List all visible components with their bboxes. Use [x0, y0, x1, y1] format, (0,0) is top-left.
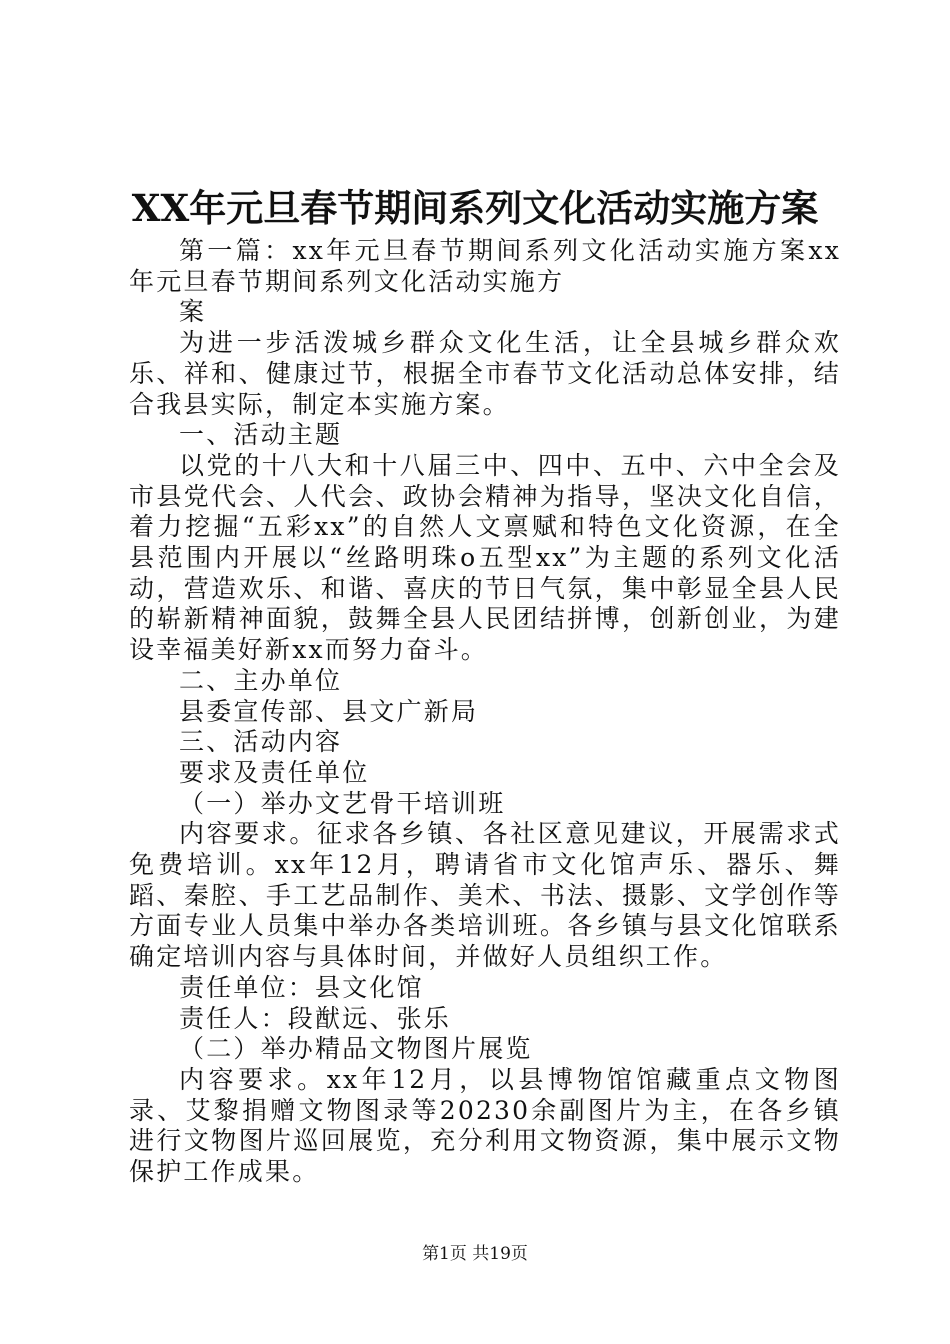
subsection-heading: （二）举办精品文物图片展览 [179, 1034, 533, 1064]
section-heading: 一、活动主题 [179, 420, 343, 450]
paragraph: 为进一步活泼城乡群众文化生活，让全县城乡群众欢乐、祥和、健康过节，根据全市春节文化活动总体安排，结合我县实际，制定本实施方案。 [129, 328, 841, 419]
paragraph: 以党的十八大和十八届三中、四中、五中、六中全会及市县党代会、人代会、政协会精神为指导，坚决文化自信，着力挖掘“五彩xx”的自然人文禀赋和特色文化资源，在全县范围内开展以“丝路明珠o五型xx”为主题的系列文化活动，营造欢乐、和谐、喜庆的节日气氛，集中彰显全县人民的崭新精神面貌，鼓舞全县人民团结拼博，创新创业，为建设幸福美好新xx而努力奋斗。 [129, 450, 841, 665]
paragraph: 县委宣传部、县文广新局 [179, 696, 479, 726]
section-heading: 二、主办单位 [179, 665, 343, 695]
paragraph: 第一篇：xx年元旦春节期间系列文化活动实施方案xx年元旦春节期间系列文化活动实施方 [129, 236, 841, 296]
paragraph: 要求及责任单位 [179, 757, 370, 787]
section-heading: 三、活动内容 [179, 727, 343, 757]
paragraph: 内容要求。xx年12月，以县博物馆馆藏重点文物图录、艾黎捐赠文物图录等20230余副图片为主，在各乡镇进行文物图片巡回展览，充分利用文物资源，集中展示文物保护工作成果。 [129, 1064, 841, 1187]
paragraph: 内容要求。征求各乡镇、各社区意见建议，开展需求式免费培训。xx年12月，聘请省市文化馆声乐、器乐、舞蹈、秦腔、手工艺品制作、美术、书法、摄影、文学创作等方面专业人员集中举办各类培训班。各乡镇与县文化馆联系确定培训内容与具体时间，并做好人员组织工作。 [129, 819, 841, 972]
paragraph: 责任单位：县文化馆 [179, 972, 424, 1002]
document-body [129, 236, 841, 1188]
page-footer: 第1页 共19页 [422, 1244, 528, 1264]
document-title: XX年元旦春节期间系列文化活动实施方案 [131, 186, 819, 230]
paragraph: 案 [179, 297, 207, 327]
paragraph: 责任人：段猷远、张乐 [179, 1003, 452, 1033]
subsection-heading: （一）举办文艺骨干培训班 [179, 788, 506, 818]
